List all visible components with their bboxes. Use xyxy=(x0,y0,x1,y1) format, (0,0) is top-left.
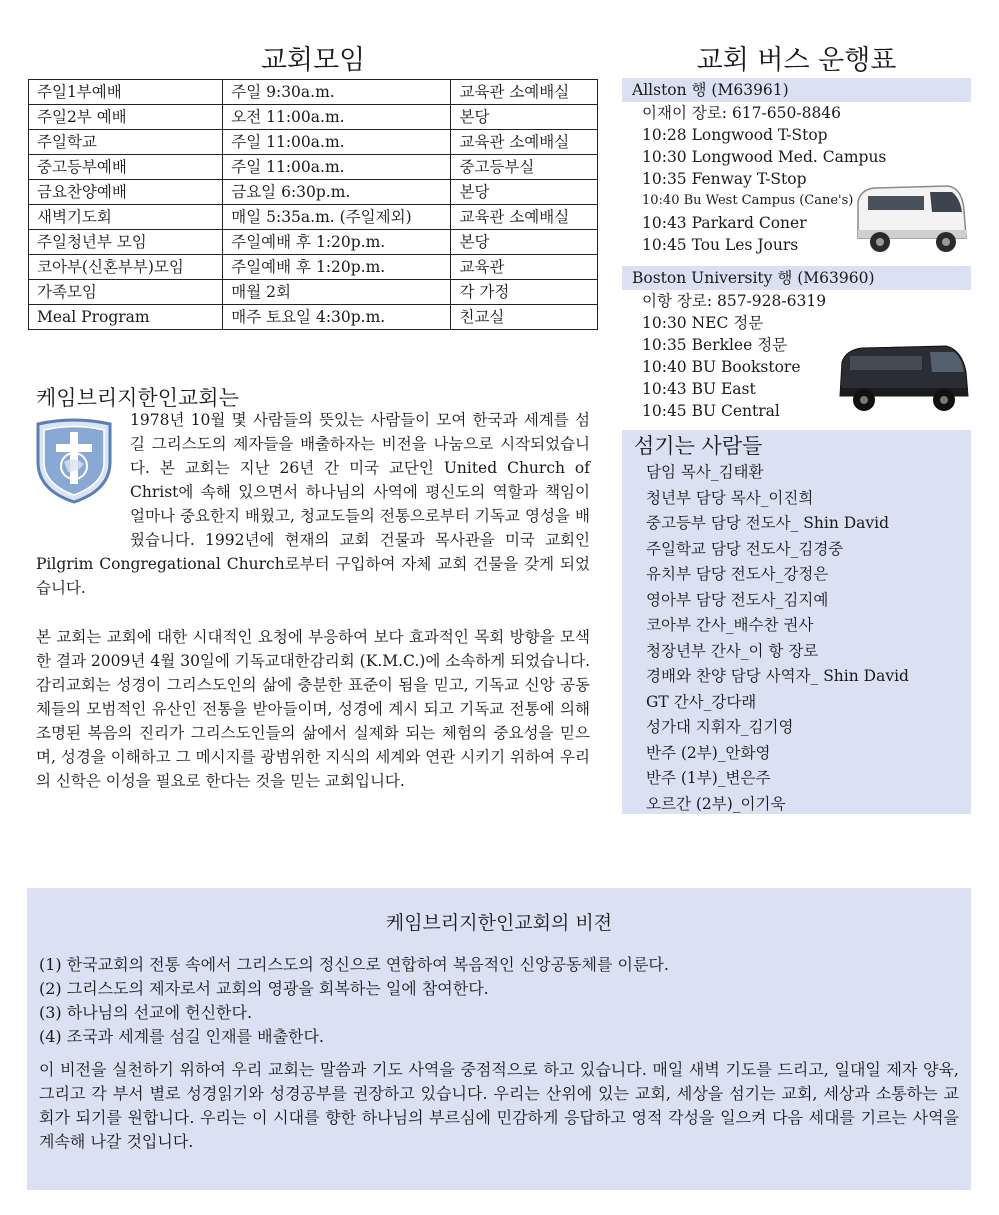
white-van-icon xyxy=(852,180,970,260)
list-item: 주일학교 담당 전도사_김경중 xyxy=(646,539,844,558)
list-item: 중고등부 담당 전도사_ Shin David xyxy=(646,514,890,532)
meeting-time: 주일예배 후 1:20p.m. xyxy=(223,230,451,255)
meeting-place: 교육관 소예배실 xyxy=(451,80,598,105)
vision-panel xyxy=(27,888,971,1190)
meeting-time: 주일 9:30a.m. xyxy=(223,80,451,105)
meeting-place: 친교실 xyxy=(451,305,598,330)
list-item: 영아부 담당 전도사_김지예 xyxy=(646,590,829,609)
list-item: 반주 (2부)_안화영 xyxy=(646,743,771,762)
table-row xyxy=(29,305,598,330)
about-paragraph-2: 본 교회는 교회에 대한 시대적인 요청에 부응하여 보다 효과적인 목회 방향을 모색한 결과 2009년 4월 30일에 기독교대한감리회 (K.M.C.)에 소속하게 되었습니다. 감리교회는 성경이 그리스도인의 삶에 충분한 표준이 됨을 믿고, 기독교 신앙 공동체들의 모범적인 유산인 전통을 받아들이며, 성경에 계시 되고 기독교 전통에 의해 조명된 복음의 진리가 그리스도인들의 삶에서 실제화 되는 체험의 중요성을 믿으며, 성경을 이해하고 그 메시지를 광범위한 지식의 세계와 연관 시키기 위하여 우리의 신학은 이성을 필요로 한다는 것을 믿는 교회입니다. xyxy=(36,628,590,790)
bus-route-header: Allston 행 (M63961) xyxy=(622,78,971,102)
list-item: 담임 목사_김태환 xyxy=(646,463,764,481)
meeting-place: 교육관 xyxy=(451,255,598,280)
church-shield-logo-icon xyxy=(34,418,114,504)
bus-stop: 10:40 BU Bookstore xyxy=(642,358,801,376)
meeting-place: 교육관 소예배실 xyxy=(451,205,598,230)
bus-stop: 10:35 Berklee 정문 xyxy=(642,336,788,354)
vision-list xyxy=(39,953,669,1049)
servers-panel xyxy=(622,430,971,814)
list-item: 청년부 담당 목사_이진희 xyxy=(646,488,814,507)
table-row xyxy=(29,180,598,205)
table-row xyxy=(29,105,598,130)
bus-stop: 10:40 Bu West Campus (Cane's) xyxy=(642,193,854,208)
bus-stop: 10:43 Parkard Coner xyxy=(642,214,807,232)
meeting-name: 주일청년부 모임 xyxy=(29,230,223,255)
meeting-name: 금요찬양예배 xyxy=(29,180,223,205)
bus-stop: 10:43 BU East xyxy=(642,380,756,398)
bus-contact: 이재이 장로: 617-650-8846 xyxy=(642,104,842,122)
list-item: 청장년부 간사_이 항 장로 xyxy=(646,641,819,660)
table-row xyxy=(29,280,598,305)
table-row xyxy=(29,155,598,180)
list-item: (3) 하나님의 선교에 헌신한다. xyxy=(39,1003,253,1022)
meetings-title: 교회모임 xyxy=(260,45,366,76)
list-item: (4) 조국과 세계를 섬길 인재를 배출한다. xyxy=(39,1027,325,1046)
list-item: 오르간 (2부)_이기욱 xyxy=(646,794,786,813)
about-body xyxy=(36,408,590,793)
list-item: 유치부 담당 전도사_강정은 xyxy=(646,565,829,583)
meeting-place: 중고등부실 xyxy=(451,155,598,180)
bus-contact: 이항 장로: 857-928-6319 xyxy=(642,292,827,310)
meeting-place: 각 가정 xyxy=(451,280,598,305)
list-item: (2) 그리스도의 제자로서 교회의 영광을 회복하는 일에 참여한다. xyxy=(39,979,489,998)
meeting-time: 주일 11:00a.m. xyxy=(223,130,451,155)
meeting-time: 매주 토요일 4:30p.m. xyxy=(223,305,451,330)
list-item: GT 간사_강다래 xyxy=(646,692,757,711)
list-item: 성가대 지휘자_김기영 xyxy=(646,718,794,736)
bus-stop: 10:35 Fenway T-Stop xyxy=(642,170,807,188)
bus-stop: 10:45 BU Central xyxy=(642,402,780,420)
meeting-time: 금요일 6:30p.m. xyxy=(223,180,451,205)
vision-body: 이 비전을 실천하기 위하여 우리 교회는 말씀과 기도 사역을 중점적으로 하고 있습니다. 매일 새벽 기도를 드리고, 일대일 제자 양육, 그리고 각 부서 별로 성경읽기와 성경공부를 권장하고 있습니다. 우리는 산위에 있는 교회, 세상을 섬기는 교회, 세상과 소통하는 교회가 되기를 원합니다. 우리는 이 시대를 향한 하나님의 부르심에 민감하게 응답하고 영적 각성을 일으켜 다음 세대를 기르는 사역을 계속해 나갈 것입니다. xyxy=(39,1060,959,1151)
table-row xyxy=(29,205,598,230)
meeting-time: 오전 11:00a.m. xyxy=(223,105,451,130)
list-item: (1) 한국교회의 전통 속에서 그리스도의 정신으로 연합하여 복음적인 신앙공동체를 이룬다. xyxy=(39,955,669,974)
meeting-name: Meal Program xyxy=(29,305,223,330)
meeting-time: 매일 5:35a.m. (주일제외) xyxy=(223,205,451,230)
list-item: 경배와 찬양 담당 사역자_ Shin David xyxy=(646,667,909,685)
bus-schedule-title: 교회 버스 운행표 xyxy=(696,45,897,76)
meeting-time: 주일예배 후 1:20p.m. xyxy=(223,255,451,280)
bus-route-header: Boston University 행 (M63960) xyxy=(622,266,971,290)
bus-stop: 10:45 Tou Les Jours xyxy=(642,236,799,254)
meeting-name: 가족모임 xyxy=(29,280,223,305)
meeting-place: 본당 xyxy=(451,180,598,205)
bus-stop: 10:30 NEC 정문 xyxy=(642,314,764,332)
meetings-table xyxy=(28,79,598,330)
meeting-place: 교육관 소예배실 xyxy=(451,130,598,155)
bus-stop: 10:30 Longwood Med. Campus xyxy=(642,148,887,166)
meeting-name: 새벽기도회 xyxy=(29,205,223,230)
meeting-time: 주일 11:00a.m. xyxy=(223,155,451,180)
meeting-name: 중고등부예배 xyxy=(29,155,223,180)
meeting-name: 주일학교 xyxy=(29,130,223,155)
list-item: 반주 (1부)_변은주 xyxy=(646,769,771,787)
table-row xyxy=(29,80,598,105)
servers-title: 섬기는 사람들 xyxy=(634,434,763,458)
vision-title: 케임브리지한인교회의 비젼 xyxy=(385,912,613,934)
meeting-name: 주일2부 예배 xyxy=(29,105,223,130)
meeting-name: 코아부(신혼부부)모임 xyxy=(29,255,223,280)
meeting-place: 본당 xyxy=(451,105,598,130)
bus-stop: 10:28 Longwood T-Stop xyxy=(642,126,828,144)
list-item: 코아부 간사_배수찬 권사 xyxy=(646,616,814,634)
meeting-time: 매월 2회 xyxy=(223,280,451,305)
table-row xyxy=(29,130,598,155)
meeting-place: 본당 xyxy=(451,230,598,255)
about-heading: 케임브리지한인교회는 xyxy=(36,386,239,410)
black-van-icon xyxy=(836,342,972,414)
about-paragraph-1: 1978년 10월 몇 사람들의 뜻있는 사람들이 모여 한국과 세계를 섬길 그리스도의 제자들을 배출하자는 비전을 나눔으로 시작되었습니다. 본 교회는 지난 26년 간 미국 교단인 United Church of Christ에 속해 있으면서 하나님의 사역에 평신도의 역할과 책임이 얼마나 중요한지 배웠고, 청교도들의 전통으로부터 기독교 영성을 배웠습니다. 1992년에 현재의 교회 건물과 목사관을 미국 교회인 Pilgrim Congregational Church로부터 구입하여 자체 교회 건물을 갖게 되었습니다. xyxy=(36,411,590,597)
meeting-name: 주일1부예배 xyxy=(29,80,223,105)
table-row xyxy=(29,230,598,255)
table-row xyxy=(29,255,598,280)
